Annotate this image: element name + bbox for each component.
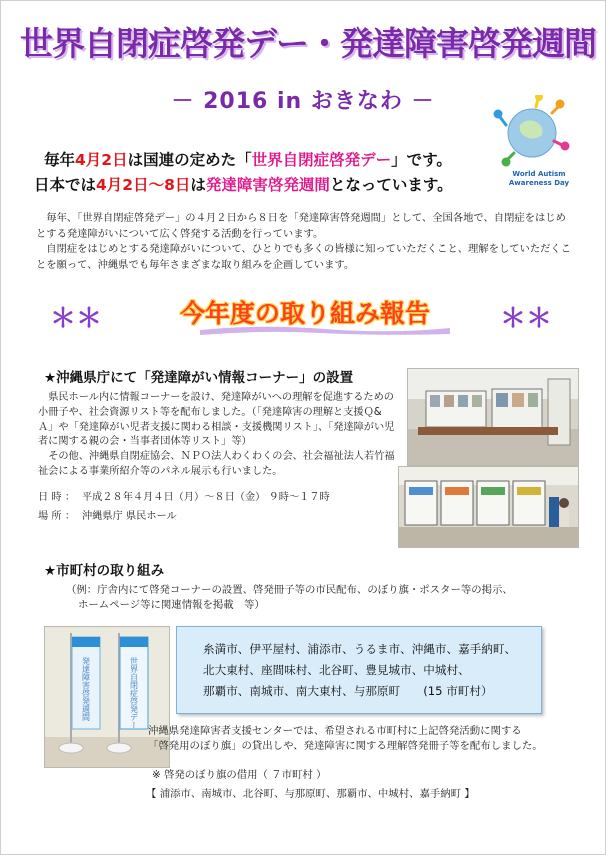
lead-text-part: は国連の定めた「 (127, 151, 252, 169)
place-value: 沖縄県庁 県民ホール (82, 511, 177, 522)
municipality-lines (203, 639, 516, 702)
banner-stars-right: ＊＊ (500, 304, 553, 334)
lead-text (34, 148, 494, 198)
info-corner-photo (407, 368, 579, 466)
lead-line-1 (44, 148, 494, 173)
section1-p2: その他、沖縄県自閉症協会、ＮＰＯ法人わくわくの会、社会福祉法人若竹福祉会による事業所紹介等のパネル展示も行いました。 (38, 451, 395, 477)
logo-caption-line1: World Autism (512, 170, 566, 178)
banner-title: 今年度の取り組み報告 (179, 299, 430, 328)
event-date-row (38, 488, 398, 507)
lead-text-part: 日本では (34, 176, 97, 194)
municipality-line: 那覇市、南城市、南大東村、与那原町 (15 市町村） (203, 684, 493, 698)
lead-date-emphasis: 4月2日～8日 (96, 176, 191, 194)
municipality-list-box (176, 626, 542, 714)
municipality-line: 北大東村、座間味村、北谷町、豊見城市、中城村、 (203, 663, 470, 677)
event-details (38, 488, 398, 526)
date-label: 日 時 ： (38, 492, 76, 503)
info-corner-photo-image (408, 369, 578, 465)
page-title: 世界自閉症啓発デー・発達障害啓発週間 (20, 24, 596, 63)
lead-text-part: は (190, 176, 206, 194)
panel-exhibit-photo (398, 466, 579, 548)
lead-text-part: 」です。 (391, 151, 452, 169)
logo-caption (496, 170, 582, 188)
banner-stars-left: ＊＊ (50, 304, 103, 334)
section1-body (38, 391, 396, 480)
support-line2: 「啓発用のぼり旗」の貸出しや、発達障害に関する理解啓発冊子等を配布しました。 (148, 740, 543, 752)
flag-text-2: 世界自閉症啓発デー (129, 657, 139, 729)
examples-line2: ホームページ等に関連情報を掲載 等） (78, 599, 265, 611)
logo-caption-line2: Awareness Day (508, 179, 570, 187)
support-line1: 沖縄県発達障害者支援センターでは、希望される市町村に上記啓発活動に関する (148, 725, 522, 737)
intro-p2: 自閉症をはじめとする発達障がいについて、ひとりでも多くの皆様に知っていただくこと、理解をしていただくことを願って、沖縄県でも毎年さまざまな取り組みを企画しています。 (36, 243, 572, 271)
panel-exhibit-photo-image (399, 467, 578, 547)
flag-text-1: 発達障害啓発週間 (81, 657, 91, 721)
section1-heading: ★沖縄県庁にて「発達障がい情報コーナー」の設置 (44, 370, 354, 386)
examples-line1: （例：庁舎内にて啓発コーナーの設置、啓発冊子等の市民配布、のぼり旗・ポスター等の掲示、 (66, 584, 513, 596)
page-subtitle: － 2016 in おきなわ － (171, 89, 435, 114)
lead-event-emphasis: 発達障害啓発週間 (205, 176, 330, 194)
event-place-row (38, 507, 398, 526)
section1-p1: 県民ホール内に情報コーナーを設け、発達障がいへの理解を促進するための小冊子や、社会資源リスト等を配布しました。（「発達障害の理解と支援Ｑ&Ａ」や「発達障がい児者支援に関わる相談・支援機関リスト」、「発達障がい児者に関する親の会・当事者団体等リスト」等） (38, 392, 395, 448)
date-value: 平成２８年４月４日（月）～８日（金） ９時～１７時 (82, 492, 330, 503)
lead-date-emphasis: 4月2日 (75, 151, 128, 169)
lead-text-part: となっています。 (329, 176, 453, 194)
lead-text-part: 毎年 (44, 151, 76, 169)
banner-loan-note (146, 768, 572, 802)
place-label: 場 所 ： (38, 511, 76, 522)
lead-event-emphasis: 世界自閉症啓発デー (251, 151, 392, 169)
lead-line-2 (34, 173, 494, 198)
section2-examples (66, 583, 566, 613)
banner-loan-count: ※ 啓発のぼり旗の借用（ ７市町村 ） (152, 769, 327, 781)
intro-p1: 毎年、「世界自閉症啓発デー」の４月２日から８日を「発達障害啓発週間」として、全国各地で、自閉症をはじめとする発達障がいについて広く啓発する活動を行っています。 (36, 212, 566, 240)
intro-paragraph (36, 211, 576, 273)
banner-loan-list: 【 浦添市、南城市、北谷町、与那原町、那覇市、中城村、嘉手納町 】 (146, 788, 475, 800)
municipality-line: 糸満市、伊平屋村、浦添市、うるま市、沖縄市、嘉手納町、 (203, 642, 517, 656)
section2-heading: ★市町村の取り組み (44, 563, 165, 579)
support-center-text (148, 724, 578, 754)
